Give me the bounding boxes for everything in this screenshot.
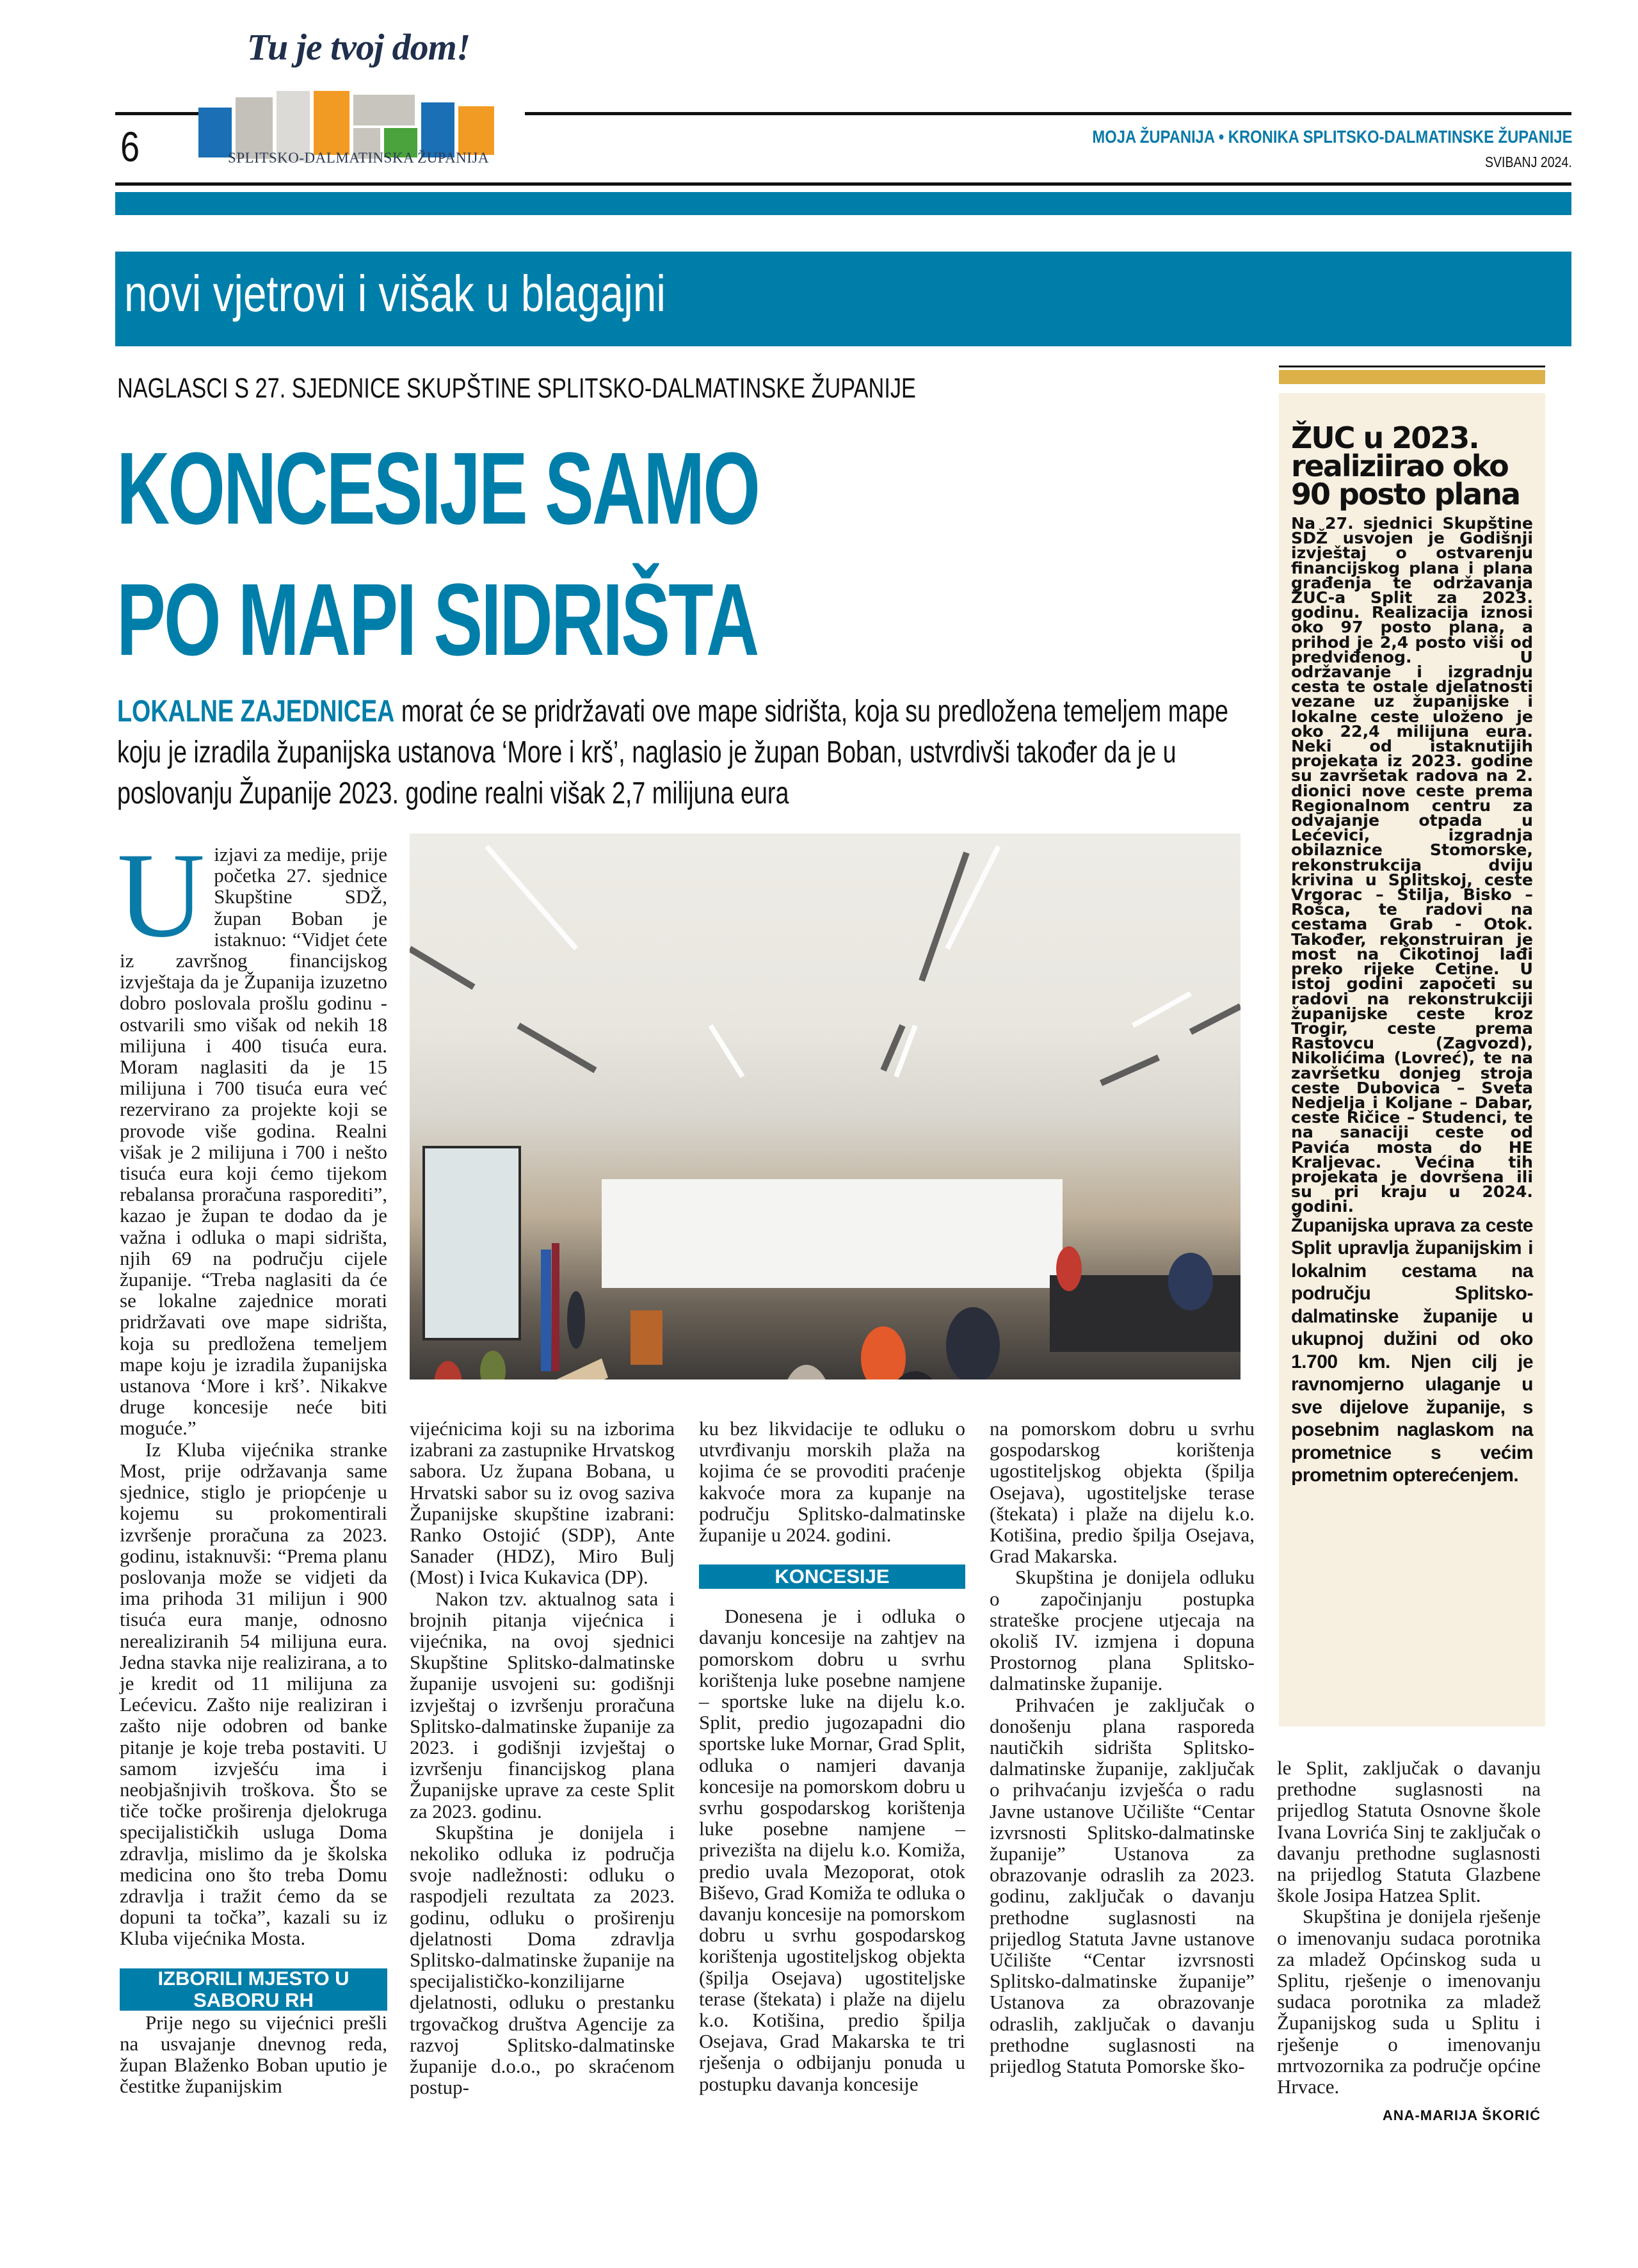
ceiling-vents (410, 853, 1241, 1083)
projection-screen (424, 1147, 520, 1339)
paragraph: Skupština je donijela rješenje o imenovanju sudaca porotnika za mladež Općinskog suda u Splitu, rješenje o imenovanju sudaca porotnika za mladež Županijskog suda u Splitu i rješenje o imenovanju mrtvozornika za područje općine Hrvace. (1277, 1905, 1541, 2098)
section-title: novi vjetrovi i višak u blagajni (124, 265, 666, 322)
paragraph: vijećnicima koji su na izborima izabrani za zastupnike Hrvatskog sabora. Uz župana Bobana, u Hrvatski sabor su iz ovog saziva Županijske skupštine izabrani: Ranko Ostojić (SDP), Ante Sanader (HDZ), Miro Bulj (Most) i Ivica Kukavica (DP). (410, 1417, 675, 1589)
lead-text: morat će se pridržavati ove mape sidrišta, koja su predložena temeljem mape koju je izradila županijska ustanova ‘More i krš’, naglasio je župan Boban, ustvrdivši također da je u poslovanju Županije 2023. godine realni višak 2,7 milijuna eura (117, 695, 1228, 810)
subheading-line: SABORU RH (120, 1990, 387, 2011)
sidebar-box (1279, 393, 1545, 1726)
article-column-2 (410, 1418, 675, 2098)
header-band (115, 192, 1571, 215)
article-column-5 (1277, 1757, 1541, 2126)
article-column-4 (990, 1418, 1255, 2077)
lead-strong: LOKALNE ZAJEDNICEA (117, 695, 395, 728)
ceiling-lights (486, 846, 1191, 1077)
back-wall (602, 1179, 1063, 1288)
logo-name: SPLITSKO-DALMATINSKA ŽUPANIJA (228, 150, 489, 166)
subheading-izborili (120, 1968, 387, 2011)
sidebar-body (1291, 516, 1533, 1487)
article-lead (117, 691, 1268, 814)
page-number: 6 (120, 123, 140, 170)
session-photo (410, 833, 1241, 1379)
article-column-1 (117, 828, 387, 2098)
article-headline (116, 422, 759, 685)
headline-line-2: PO MAPI SIDRIŠTA (116, 562, 758, 677)
paragraph: Nakon tzv. aktualnog sata i brojnih pitanja vijećnica i vijećnika, na ovoj sjednici Skupštine Splitsko-dalmatinske županije usvojeni su: godišnji izvještaj o izvršenju proračuna Splitsko-dalmatinske županije za 2023. i godišnji izvještaj o izvršenju financijskog plana Županijske uprave za ceste Split za 2023. godinu. (410, 1587, 675, 1822)
article-kicker: NAGLASCI S 27. SJEDNICE SKUPŠTINE SPLITSKO-DALMATINSKE ŽUPANIJE (117, 373, 916, 404)
header-rule-right (525, 112, 1571, 115)
paragraph: Prihvaćen je zaključak o donošenju plana rasporeda nautičkih sidrišta Splitsko-dalmatinske županije, zaključak o prihvaćanju izvješća o radu Javne ustanove Učilište “Centar izvrsnosti Splitsko-dalmatinske županije” Ustanova za obrazovanje odraslih za 2023. godinu, zaključak o davanju prethodne suglasnosti na prijedlog Statuta Javne ustanove Učilište “Centar izvrsnosti Splitsko-dalmatinske županije” Ustanova za obrazovanje odraslih, zaključak o davanju prethodne suglasnosti na prijedlog Statuta Pomorske ško- (990, 1693, 1255, 2078)
desk-rows (410, 1358, 1241, 1379)
sidebar-gold-bar (1279, 370, 1545, 384)
paragraph: Donesena je i odluka o davanju koncesije na zahtjev na pomorskom dobru u svrhu korištenja luke posebne namjene – sportske luke na dijelu k.o. Split, predio jugozapadni dio sportske luke Mornar, Grad Split, odluka o namjeri davanja koncesije na pomorskom dobru u svrhu gospodarskog korištenja luke posebne namjene – privezišta na dijelu k.o. Komiža, predio uvala Mezoporat, otok Biševo, Grad Komiža te odluka o davanju koncesije na pomorskom dobru u svrhu gospodarskog korištenja ugostiteljskog objekta (špilja Osejava) ugostiteljske terase (štekata) i plaže na dijelu k.o. Kotišina, predio špilja Osejava, Grad Makarska te tri rješenja o odbijanju ponuda u postupku davanja koncesije (699, 1605, 965, 2095)
subheading-line: IZBORILI MJESTO U (120, 1968, 387, 1989)
paragraph: izjavi za medije, prije početka 27. sjednice Skupštine SDŽ, župan Boban je istaknuo: “Vidjet ćete iz završnog financijskog izvještaja da je Županija izuzetno dobro poslovala prošlu godinu - ostvarili smo višak od nekih 18 milijuna i 400 tisuća eura. Moram naglasiti da je 15 milijuna i 700 tisuća eura već rezervirano za projekte koji se provode više godina. Realni višak je 2 milijuna i 700 i nešto tisuća eura koji ćemo tijekom rebalansa proračuna rasporediti”, kazao je župan te dodao da je važna i odluka o mapi sidrišta, njih 69 na području cijele županije. “Treba naglasiti da će se lokalne zajednice morati pridržavati ove mape sidrišta, koja su predložena temeljem mape koju je izradila županijska ustanova ‘More i krš’. Nikakve druge koncesije neće biti moguće.” (120, 843, 387, 1440)
county-logo (192, 19, 525, 173)
header-rule-bottom (115, 182, 1571, 186)
logo-bar (458, 106, 494, 155)
sidebar-rule (1279, 366, 1545, 367)
header-rule-left (115, 112, 198, 115)
paragraph: na pomorskom dobru u svrhu gospodarskog korištenja ugostiteljskog objekta (špilja Osejava), ugostiteljske terase (štekata) i plaže na dijelu k.o. Kotišina, predio špilja Osejava, Grad Makarska. (990, 1417, 1255, 1568)
section-banner (115, 252, 1571, 346)
logo-bar (314, 91, 349, 155)
headline-line-1: KONCESIJE SAMO (116, 431, 759, 545)
sidebar-paragraph: Županijska uprava za ceste Split upravlja županijskim i lokalnim cestama na području Splitsko-dalmatinske županije u ukupnoj dužini od oko 1.700 km. Njen cilj je ravnomjerno ulaganje u sve dijelove županije, s posebnim naglaskom na prometnice s većim prometnim opterećenjem. (1291, 1214, 1533, 1486)
paragraph: Iz Kluba vijećnika stranke Most, prije održavanja same sjednice, stiglo je priopćenje u kojemu su prokomentirali izvršenje proračuna za 2023. godinu, istaknuvši: “Prema planu poslovanja može se vidjeti da ima prihoda 31 milijun i 900 tisuća eura manje, odnosno nerealiziranih 54 milijuna eura. Jedna stavka nije realizirana, a to je kredit od 11 milijuna za Lećevicu. Zašto nije realiziran i zašto nije odobren od banke pitanje je koje treba postaviti. U samom izvješću ima i neobjašnjivih troškova. Što se tiče točke proširenja djelokruga specijalističkih usluga Doma zdravlja, mislimo da je školska medicina ono što treba Domu zdravlja i tražit ćemo da se dopuni ta točka”, kazali su iz Kluba vijećnika Mosta. (120, 1438, 387, 1950)
issue-date: SVIBANJ 2024. (1485, 154, 1572, 170)
paragraph: Skupština je donijela odluku o započinjanju postupka strateške procjene utjecaja na okoliš IV. izmjena i dopuna Prostornog plana Splitsko-dalmatinske županije. (990, 1566, 1255, 1695)
assembly-hall-photo (410, 833, 1241, 1379)
article-column-3 (699, 1418, 965, 2095)
subheading-koncesije: KONCESIJE (699, 1564, 965, 1589)
paragraph: Skupština je donijela i nekoliko odluka iz područja svoje nadležnosti: odluku o raspodjeli rezultata za 2023. godinu, odluku o proširenju djelatnosti Doma zdravlja Splitsko-dalmatinske županije na specijalističko-konzilijarne djelatnosti, odluku o prestanku trgovačkog društva Agencije za razvoj Splitsko-dalmatinske županije d.o.o., po skraćenom postup- (410, 1821, 675, 2099)
flag-blue (541, 1250, 551, 1371)
paragraph: le Split, zaključak o davanju prethodne suglasnosti na prijedlog Statuta Osnovne škole Ivana Lovrića Sinj te zaključak o davanju prethodne suglasnosti na prijedlog Statuta Glazbene škole Josipa Hatzea Split. (1277, 1757, 1541, 1907)
paragraph: Prije nego su vijećnici prešli na usvajanje dnevnog reda, župan Blaženko Boban uputio je čestitke županijskim (120, 2011, 387, 2098)
logo-bar (353, 95, 415, 125)
flag-red (552, 1243, 559, 1371)
publication-name: MOJA ŽUPANIJA • KRONIKA SPLITSKO-DALMATINSKE ŽUPANIJE (1091, 127, 1572, 147)
logo-slogan: Tu je tvoj dom! (246, 26, 470, 68)
podium (630, 1310, 662, 1365)
author-byline: ANA-MARIJA ŠKORIĆ (1382, 2107, 1541, 2124)
sidebar-title: ŽUC u 2023. realiziirao oko 90 posto plana (1291, 421, 1520, 511)
drop-cap: U (117, 828, 205, 963)
paragraph: ku bez likvidacije te odluku o utvrđivanju morskih plaža na kojima će se provoditi praćenje kakvoće mora za kupanje na području Splitsko-dalmatinske županije u 2024. godini. (699, 1417, 965, 1547)
sidebar-paragraph: Na 27. sjednici Skupštine SDŽ usvojen je Godišnji izvještaj o ostvarenju financijskog plana i plana građenja te održavanja ŽUC-a Split za 2023. godinu. Realizacija iznosi oko 97 posto plana, a prihod je 2,4 posto viši od predviđenog. U održavanje i izgradnju cesta te ostale djelatnosti vezane uz županijske i lokalne ceste uloženo je oko 22,4 milijuna eura. Neki od istaknutijih projekata iz 2023. godine su završetak radova na 2. dionici nove ceste prema Regionalnom centru za odvajanje otpada u Lećevici, izgradnja obilaznice Stomorske, rekonstrukcija dviju krivina u Splitskoj, ceste Vrgorac – Stilja, Bisko – Rošca, te radovi na cestama Grab - Otok. Također, rekonstruiran je most na Čikotinoj lađi preko rijeke Cetine. U istoj godini započeti su radovi na rekonstrukciji županijske ceste kroz Trogir, ceste prema Rastovcu (Zagvozd), Nikolićima (Lovreć), te na završetku donjeg stroja ceste Dubovica – Sveta Nedjelja i Koljane – Dabar, ceste Ričice – Studenci, te na sanaciji ceste od Pavića mosta do HE Kraljevac. Većina tih projekata je dovršena ili su pri kraju u 2024. godini. (1291, 514, 1533, 1216)
